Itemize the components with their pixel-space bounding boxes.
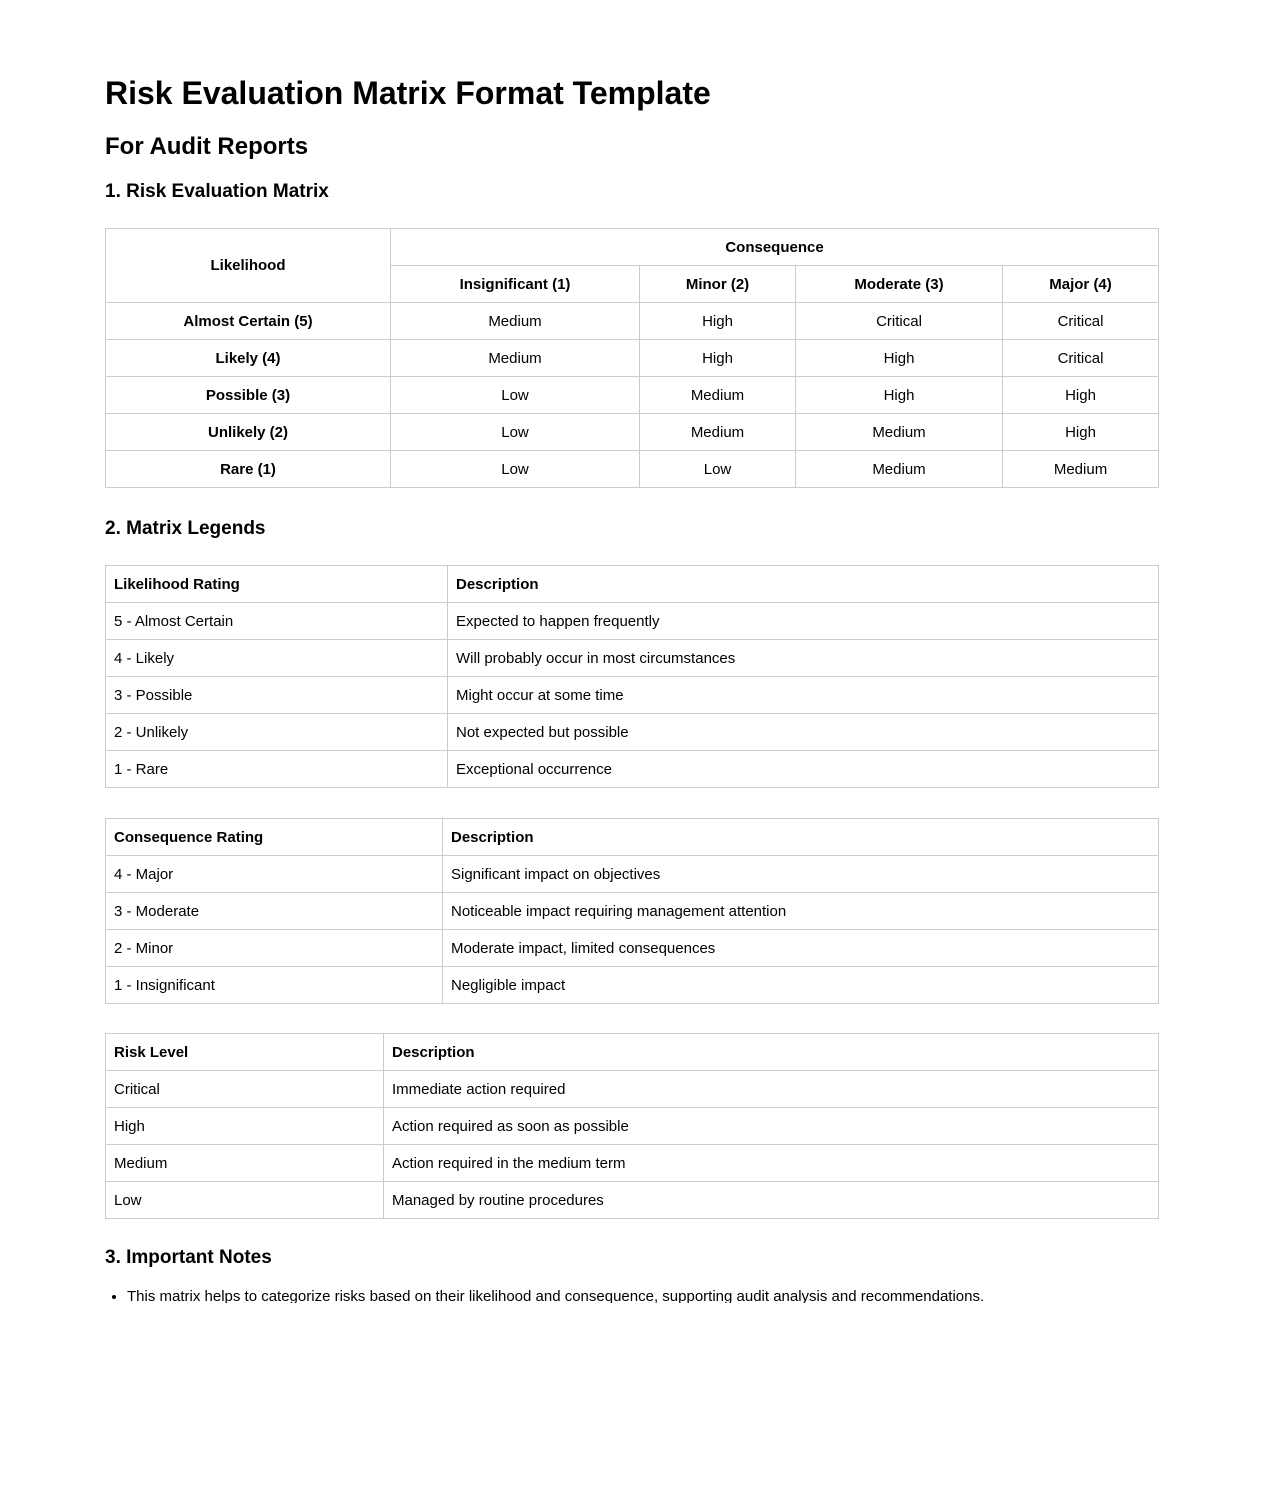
risk-cell: Low [391, 451, 640, 488]
document-subtitle: For Audit Reports [105, 133, 309, 160]
risk-cell: Medium [640, 377, 796, 414]
legend-rating: 3 - Possible [106, 677, 448, 714]
table-row [106, 856, 1159, 893]
notes-list [105, 1286, 984, 1303]
legend-rating: 2 - Minor [106, 930, 443, 967]
section-heading-matrix: 1. Risk Evaluation Matrix [105, 181, 329, 202]
consequence-column-header: Insignificant (1) [391, 266, 640, 303]
legend-risk-level: Low [106, 1182, 384, 1219]
legend-header-row [106, 566, 1159, 603]
table-row [106, 751, 1159, 788]
likelihood-header: Likelihood [106, 229, 391, 303]
consequence-column-header: Major (4) [1003, 266, 1159, 303]
consequence-column-header: Moderate (3) [796, 266, 1003, 303]
risk-cell: Critical [1003, 303, 1159, 340]
legend-description: Negligible impact [443, 967, 1159, 1004]
legend-description: Will probably occur in most circumstances [448, 640, 1159, 677]
document-title: Risk Evaluation Matrix Format Template [105, 75, 711, 111]
risk-cell: Low [391, 377, 640, 414]
legend-description: Not expected but possible [448, 714, 1159, 751]
legend-description: Action required as soon as possible [384, 1108, 1159, 1145]
risk-cell: High [1003, 377, 1159, 414]
legend-column-header: Likelihood Rating [106, 566, 448, 603]
legend-risk-level: High [106, 1108, 384, 1145]
legend-column-header: Description [384, 1034, 1159, 1071]
table-row [106, 1182, 1159, 1219]
table-row [106, 414, 1159, 451]
matrix-header-row [106, 229, 1159, 266]
risk-cell: Medium [391, 303, 640, 340]
risk-level-legend-table [105, 1033, 1159, 1219]
legend-rating: 1 - Insignificant [106, 967, 443, 1004]
legend-description: Significant impact on objectives [443, 856, 1159, 893]
risk-cell: High [796, 377, 1003, 414]
table-row [106, 1145, 1159, 1182]
list-item: • This matrix helps to categorize risks based on their likelihood and consequence, supporting audit analysis and recommendations. [127, 1286, 984, 1303]
consequence-header: Consequence [391, 229, 1159, 266]
risk-cell: High [796, 340, 1003, 377]
legend-description: Immediate action required [384, 1071, 1159, 1108]
legend-column-header: Risk Level [106, 1034, 384, 1071]
legend-rating: 4 - Likely [106, 640, 448, 677]
legend-column-header: Description [448, 566, 1159, 603]
risk-cell: Low [391, 414, 640, 451]
table-row [106, 677, 1159, 714]
legend-rating: 5 - Almost Certain [106, 603, 448, 640]
section-heading-legends: 2. Matrix Legends [105, 518, 266, 539]
table-row [106, 451, 1159, 488]
table-row [106, 603, 1159, 640]
table-row [106, 1071, 1159, 1108]
table-row [106, 377, 1159, 414]
consequence-column-header: Minor (2) [640, 266, 796, 303]
legend-rating: 4 - Major [106, 856, 443, 893]
table-row [106, 967, 1159, 1004]
risk-cell: Low [640, 451, 796, 488]
likelihood-row-label: Possible (3) [106, 377, 391, 414]
likelihood-row-label: Almost Certain (5) [106, 303, 391, 340]
consequence-legend-table [105, 818, 1159, 1004]
legend-header-row [106, 819, 1159, 856]
risk-cell: Critical [796, 303, 1003, 340]
legend-description: Action required in the medium term [384, 1145, 1159, 1182]
table-row [106, 303, 1159, 340]
risk-cell: Medium [391, 340, 640, 377]
likelihood-row-label: Rare (1) [106, 451, 391, 488]
legend-description: Moderate impact, limited consequences [443, 930, 1159, 967]
risk-cell: Critical [1003, 340, 1159, 377]
legend-description: Noticeable impact requiring management attention [443, 893, 1159, 930]
legend-rating: 1 - Rare [106, 751, 448, 788]
legend-rating: 3 - Moderate [106, 893, 443, 930]
likelihood-legend-table [105, 565, 1159, 788]
risk-cell: Medium [1003, 451, 1159, 488]
legend-description: Exceptional occurrence [448, 751, 1159, 788]
table-row [106, 340, 1159, 377]
legend-description: Managed by routine procedures [384, 1182, 1159, 1219]
table-row [106, 1108, 1159, 1145]
legend-column-header: Consequence Rating [106, 819, 443, 856]
section-heading-notes: 3. Important Notes [105, 1247, 272, 1268]
risk-cell: Medium [640, 414, 796, 451]
risk-cell: High [640, 340, 796, 377]
table-row [106, 640, 1159, 677]
risk-cell: Medium [796, 414, 1003, 451]
legend-risk-level: Medium [106, 1145, 384, 1182]
risk-matrix-table [105, 228, 1159, 488]
table-row [106, 893, 1159, 930]
table-row [106, 930, 1159, 967]
legend-description: Might occur at some time [448, 677, 1159, 714]
risk-cell: Medium [796, 451, 1003, 488]
legend-description: Expected to happen frequently [448, 603, 1159, 640]
legend-header-row [106, 1034, 1159, 1071]
legend-risk-level: Critical [106, 1071, 384, 1108]
legend-rating: 2 - Unlikely [106, 714, 448, 751]
likelihood-row-label: Unlikely (2) [106, 414, 391, 451]
risk-cell: High [1003, 414, 1159, 451]
legend-column-header: Description [443, 819, 1159, 856]
likelihood-row-label: Likely (4) [106, 340, 391, 377]
table-row [106, 714, 1159, 751]
risk-cell: High [640, 303, 796, 340]
